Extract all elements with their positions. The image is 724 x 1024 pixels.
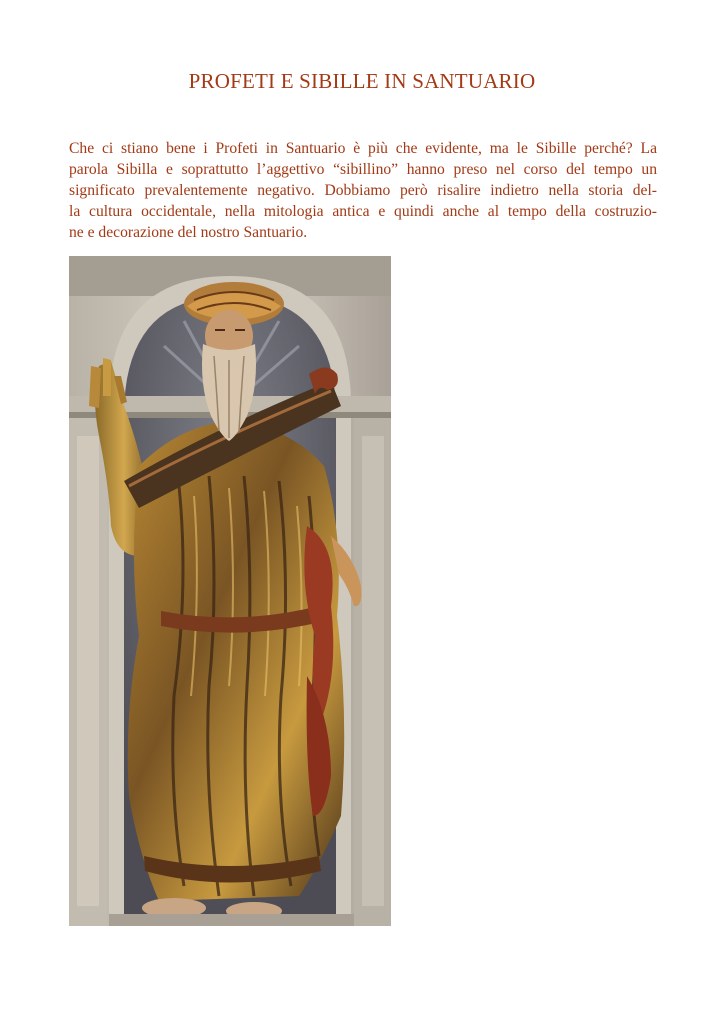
paragraph-line: Che ci stiano bene i Profeti in Santuario è più che evidente, ma le Sibille perché? La [69,140,657,157]
paragraph-line: significato prevalentemente negativo. Dobbiamo però risalire indietro nella storia del- [69,182,657,199]
prophet-statue-photo [69,256,391,926]
paragraph-line: parola Sibilla e soprattutto l’aggettivo “sibillino” hanno preso nel corso del tempo un [69,161,657,178]
page-title: PROFETI E SIBILLE IN SANTUARIO [188,69,536,93]
intro-paragraph [69,138,657,243]
paragraph-line: ne e decorazione del nostro Santuario. [69,224,308,241]
paragraph-line: la cultura occidentale, nella mitologia antica e quindi anche al tempo della costruzio- [69,203,657,220]
